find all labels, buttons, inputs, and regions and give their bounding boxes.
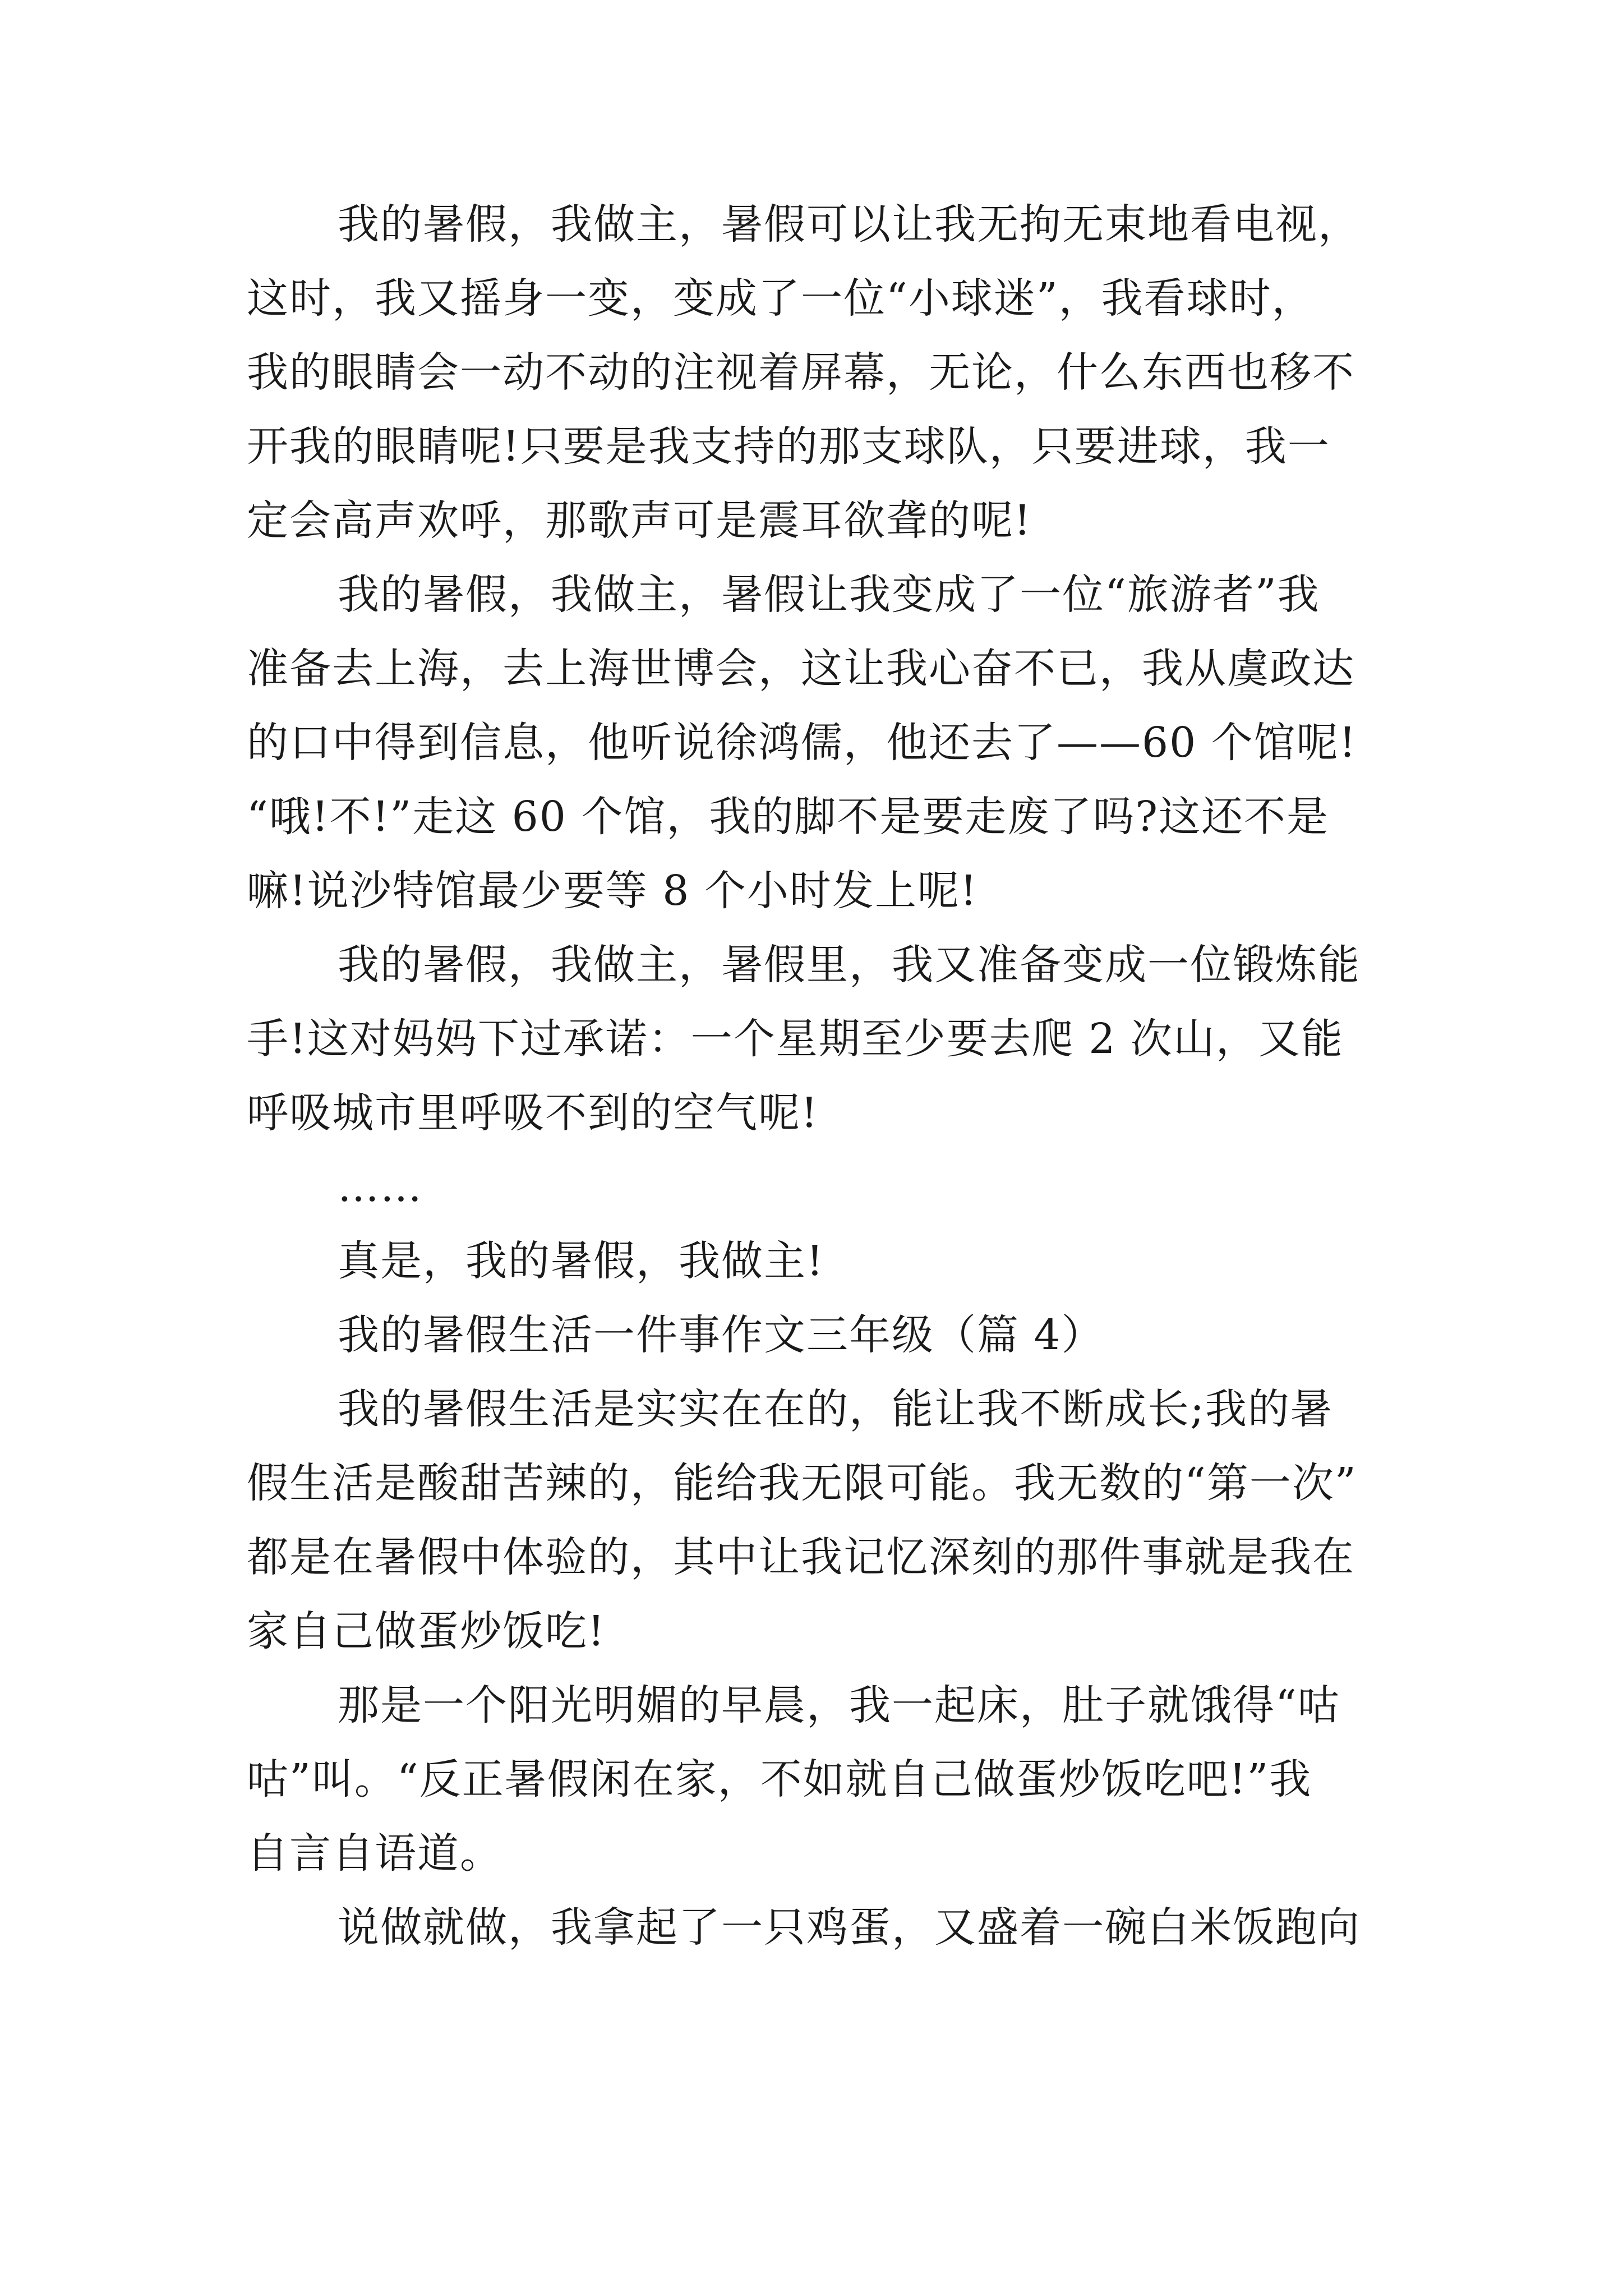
text-line: “哦!不!”走这 60 个馆，我的脚不是要走废了吗?这还不是 (247, 793, 1330, 841)
text-line: 嘛!说沙特馆最少要等 8 个小时发上呢! (247, 867, 978, 915)
text-line: 我的暑假，我做主，暑假可以让我无拘无束地看电视， (338, 200, 1361, 249)
text-line: 假生活是酸甜苦辣的，能给我无限可能。我无数的“第一次” (247, 1459, 1357, 1507)
text-line: 那是一个阳光明媚的早晨，我一起床，肚子就饿得“咕 (338, 1681, 1340, 1729)
text-line: 家自己做蛋炒饭吃! (247, 1607, 606, 1655)
text-line: 我的暑假，我做主，暑假里，我又准备变成一位锻炼能 (338, 941, 1361, 989)
ellipsis-line: …… (338, 1163, 423, 1211)
text-line: 都是在暑假中体验的，其中让我记忆深刻的那件事就是我在 (247, 1533, 1355, 1581)
text-line: 定会高声欢呼，那歌声可是震耳欲聋的呢! (247, 496, 1032, 545)
text-line: 咕”叫。“反正暑假闲在家，不如就自己做蛋炒饭吃吧!”我 (247, 1755, 1312, 1803)
text-line: 我的暑假生活是实实在在的，能让我不断成长;我的暑 (338, 1385, 1333, 1433)
text-line: 的口中得到信息，他听说徐鸿儒，他还去了——60 个馆呢! (247, 719, 1357, 767)
text-line: 这时，我又摇身一变，变成了一位“小球迷”，我看球时， (247, 274, 1315, 323)
text-line: 手!这对妈妈下过承诺：一个星期至少要去爬 2 次山，又能 (247, 1015, 1344, 1063)
text-line: 自言自语道。 (247, 1829, 502, 1878)
section-heading: 我的暑假生活一件事作文三年级（篇 4） (338, 1311, 1104, 1359)
text-line: 真是，我的暑假，我做主! (338, 1237, 824, 1285)
text-line: 开我的眼睛呢!只要是我支持的那支球队，只要进球，我一 (247, 422, 1330, 471)
text-line: 我的暑假，我做主，暑假让我变成了一位“旅游者”我 (338, 570, 1320, 619)
text-line: 我的眼睛会一动不动的注视着屏幕，无论，什么东西也移不 (247, 348, 1355, 397)
text-line: 说做就做，我拿起了一只鸡蛋，又盛着一碗白米饭跑向 (338, 1903, 1361, 1952)
text-line: 准备去上海，去上海世博会，这让我心奋不已，我从虞政达 (247, 645, 1355, 693)
text-line: 呼吸城市里呼吸不到的空气呢! (247, 1089, 819, 1137)
